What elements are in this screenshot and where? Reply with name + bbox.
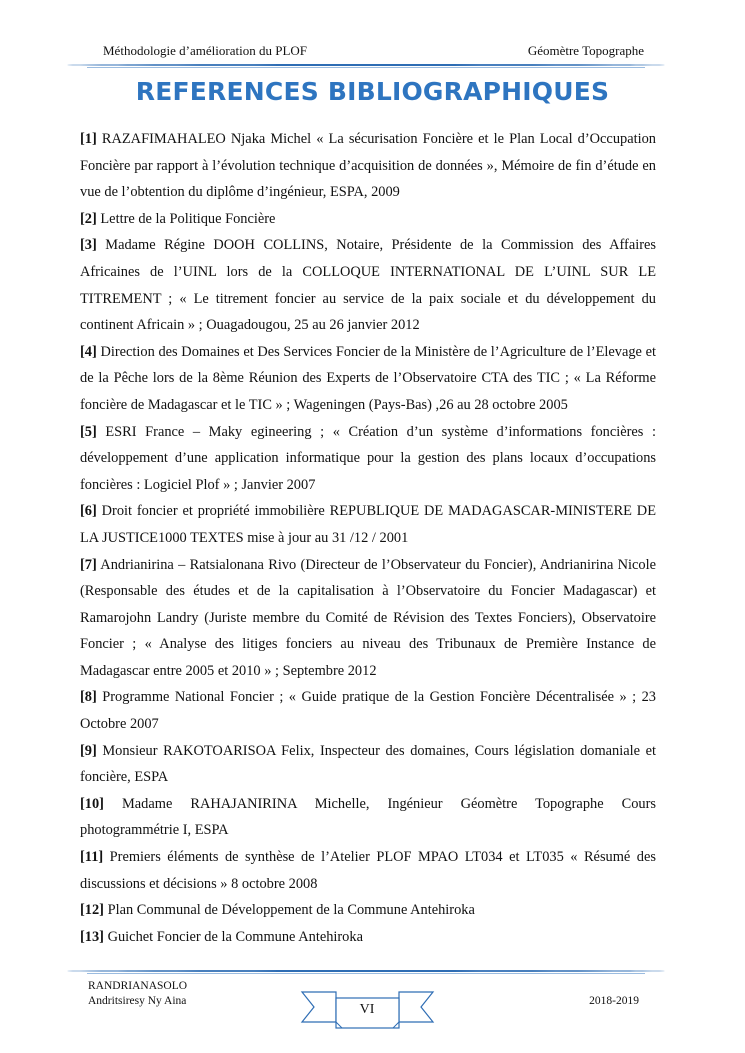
reference-number: [6] — [80, 503, 97, 520]
reference-item — [80, 232, 656, 338]
reference-number: [10] — [80, 795, 104, 812]
header-right-text: Géomètre Topographe — [527, 43, 644, 58]
reference-item — [80, 738, 656, 791]
reference-number: [4] — [80, 343, 97, 360]
header-rule — [67, 64, 665, 66]
reference-text: Droit foncier et propriété immobilière REPUBLIQUE DE MADAGASCAR-MINISTERE DE LA JUSTICE1000 TEXTES mise à jour au 31 /12 / 2001 — [80, 503, 656, 546]
reference-item — [80, 924, 656, 951]
reference-item — [80, 126, 656, 206]
reference-number: [5] — [80, 423, 97, 440]
reference-item — [80, 498, 656, 551]
reference-text: Plan Communal de Développement de la Commune Antehiroka — [107, 902, 475, 919]
reference-item — [80, 552, 656, 685]
reference-item — [80, 339, 656, 419]
reference-text: Premiers éléments de synthèse de l’Atelier PLOF MPAO LT034 et LT035 « Résumé des discussions et décisions » 8 octobre 2008 — [80, 849, 656, 892]
reference-number: [3] — [80, 237, 97, 254]
footer-author — [88, 979, 187, 1009]
header-left-text: Méthodologie d’amélioration du PLOF — [103, 43, 308, 58]
references-list — [80, 126, 656, 950]
reference-text: RAZAFIMAHALEO Njaka Michel « La sécurisation Foncière et le Plan Local d’Occupation Foncière par rapport à l’évolution technique d’acquisition de données », Mémoire de fin d’étude en vue de l’obtention du diplôme d’ingénieur, ESPA, 2009 — [80, 131, 656, 201]
reference-number: [1] — [80, 131, 97, 147]
page-title: REFERENCES BIBLIOGRAPHIQUES — [135, 77, 610, 106]
reference-text: ESRI France – Maky egineering ; « Création d’un système d’informations foncières : développement d’une application informatique pour la gestion des plans locaux d’occupations foncières : Logiciel Plof » ; Janvier 2007 — [80, 423, 656, 493]
reference-number: [8] — [80, 689, 97, 706]
reference-text: Guichet Foncier de la Commune Antehiroka — [107, 928, 363, 945]
reference-text: Monsieur RAKOTOARISOA Felix, Inspecteur des domaines, Cours législation domaniale et foncière, ESPA — [80, 742, 656, 786]
footer-author-line1: RANDRIANASOLO — [88, 980, 188, 992]
reference-number: [12] — [80, 902, 104, 919]
reference-text: Madame Régine DOOH COLLINS, Notaire, Présidente de la Commission des Affaires Africaines de l’UINL lors de la COLLOQUE INTERNATIONAL DE L’UINL SUR LE TITREMENT ; « Le titrement foncier au service de la paix sociale et du développement du continent Africain » ; Ouagadougou, 25 au 26 janvier 2012 — [80, 237, 656, 334]
reference-text: Madame RAHAJANIRINA Michelle, Ingénieur Géomètre Topographe Cours photogrammétrie I, ESPA — [80, 795, 656, 839]
footer-author-line2: Andritsiresy Ny Aina — [88, 995, 187, 1007]
reference-item — [80, 844, 656, 897]
reference-text: Andrianirina – Ratsialonana Rivo (Directeur de l’Observateur du Foncier), Andrianirina Nicole (Responsable des études et de la capitalisation à l’Observatoire du Foncier Madagascar) et Ramarojohn Landry (Juriste membre du Comité de Révision des Textes Fonciers), Observatoire Foncier ; « Analyse des litiges fonciers au niveau des Tribunaux de Première Instance de Madagascar entre 2005 et 2010 » ; Septembre 2012 — [80, 556, 656, 679]
reference-item — [80, 206, 656, 233]
reference-number: [11] — [80, 849, 104, 866]
reference-item — [80, 897, 656, 924]
reference-text: Lettre de la Politique Foncière — [100, 210, 276, 227]
reference-number: [7] — [80, 556, 97, 573]
reference-number: [2] — [80, 210, 97, 227]
reference-item — [80, 419, 656, 499]
reference-item — [80, 684, 656, 737]
footer-rule — [67, 970, 665, 972]
footer-year: 2018-2019 — [589, 995, 639, 1007]
page-number: VI — [359, 1002, 375, 1017]
reference-number: [9] — [80, 742, 97, 759]
reference-text: Direction des Domaines et Des Services Foncier de la Ministère de l’Agriculture de l’Elevage et de la Pêche lors de la 8ème Réunion des Experts de l’Observatoire CTA des TIC ; « La Réforme foncière de Madagascar et le TIC » ; Wageningen (Pays-Bas) ,26 au 28 octobre 2005 — [80, 343, 656, 413]
reference-number: [13] — [80, 928, 104, 945]
reference-item — [80, 791, 656, 844]
reference-text: Programme National Foncier ; « Guide pratique de la Gestion Foncière Décentralisée » ; 23 Octobre 2007 — [80, 689, 656, 733]
